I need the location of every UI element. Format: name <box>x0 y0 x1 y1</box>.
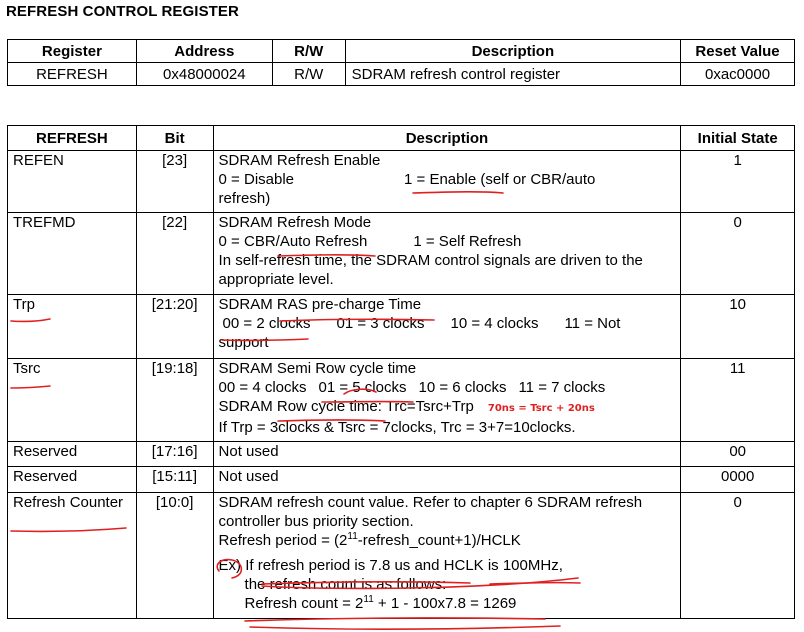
desc-line <box>219 232 677 251</box>
field-description <box>213 151 681 213</box>
desc-line: Ex) If refresh period is 7.8 us and HCLK is 100MHz, <box>218 557 563 574</box>
table-row <box>8 359 795 442</box>
header-field-description: Description <box>213 126 681 151</box>
header-initial-state: Initial State <box>681 126 795 151</box>
desc-line: Not used <box>218 468 279 485</box>
desc-text: Refresh count = 2 <box>244 595 364 612</box>
header-field: REFRESH <box>8 126 137 151</box>
field-description <box>213 295 681 359</box>
desc-line: SDRAM Refresh Mode <box>218 214 372 231</box>
header-bit: Bit <box>136 126 213 151</box>
desc-text: + 1 - 100x7.8 = 1269 <box>373 595 517 612</box>
exponent: 11 <box>347 531 358 542</box>
register-table <box>7 39 795 86</box>
desc-line <box>219 170 677 189</box>
desc-text: 1 = Self Refresh <box>413 233 522 250</box>
desc-line: the refresh count is as follows: <box>244 576 447 593</box>
table-row <box>8 493 795 619</box>
desc-line: In self-refresh time, the SDRAM control signals are driven to the <box>218 252 643 269</box>
register-row <box>8 63 795 86</box>
header-reset-value: Reset Value <box>681 40 795 63</box>
desc-text: 1 = Enable (self or CBR/auto <box>404 171 596 188</box>
desc-text: 0 = CBR/Auto Refresh <box>218 233 368 250</box>
desc-text: 00 = 4 clocks <box>218 379 307 396</box>
desc-line <box>219 378 677 397</box>
exponent: 11 <box>363 594 374 605</box>
register-address: 0x48000024 <box>136 63 272 86</box>
initial-state: 0 <box>681 213 795 295</box>
header-register: Register <box>8 40 137 63</box>
underline-refresh-count-2 <box>250 626 560 629</box>
desc-text: 10 = 6 clocks <box>418 379 507 396</box>
bit-range: [21:20] <box>136 295 213 359</box>
desc-line: SDRAM Refresh Enable <box>218 152 381 169</box>
bit-range: [10:0] <box>136 493 213 619</box>
initial-state: 0 <box>681 493 795 619</box>
initial-state: 1 <box>681 151 795 213</box>
bit-range: [15:11] <box>136 467 213 493</box>
field-description <box>213 213 681 295</box>
desc-text: 11 = 7 clocks <box>518 379 606 396</box>
desc-text: SDRAM Row cycle time: Trc=Tsrc+Trp <box>218 398 474 415</box>
initial-state: 10 <box>681 295 795 359</box>
desc-text: 11 = Not <box>564 315 621 332</box>
register-name: REFRESH <box>8 63 137 86</box>
field-name: TREFMD <box>8 213 137 295</box>
desc-line: controller bus priority section. <box>218 513 414 530</box>
field-name: Reserved <box>8 467 137 493</box>
field-name: Refresh Counter <box>8 493 137 619</box>
desc-text: 10 = 4 clocks <box>450 315 539 332</box>
bit-range: [19:18] <box>136 359 213 442</box>
table-row <box>8 151 795 213</box>
register-rw: R/W <box>272 63 345 86</box>
desc-line: If Trp = 3clocks & Tsrc = 7clocks, Trc = 3+7=10clocks. <box>218 419 576 436</box>
header-rw: R/W <box>272 40 345 63</box>
bit-range: [17:16] <box>136 442 213 467</box>
field-name: Trp <box>8 295 137 359</box>
field-description <box>213 359 681 442</box>
table-row <box>8 213 795 295</box>
desc-text: Refresh period = (2 <box>218 532 348 549</box>
desc-line: SDRAM Semi Row cycle time <box>218 360 417 377</box>
register-description: SDRAM refresh control register <box>345 63 680 86</box>
register-reset-value: 0xac0000 <box>681 63 795 86</box>
desc-line <box>219 531 677 550</box>
header-address: Address <box>136 40 272 63</box>
desc-line <box>219 397 677 418</box>
register-table-header <box>8 40 795 63</box>
desc-line: appropriate level. <box>218 271 334 288</box>
desc-line: SDRAM refresh count value. Refer to chapter 6 SDRAM refresh <box>218 494 643 511</box>
bit-table-header <box>8 126 795 151</box>
desc-line <box>219 314 677 333</box>
desc-line: Not used <box>218 443 279 460</box>
field-description <box>213 467 681 493</box>
bit-range: [22] <box>136 213 213 295</box>
field-description <box>213 442 681 467</box>
handwritten-note: 70ns = Tsrc + 20ns <box>487 403 595 414</box>
bit-range: [23] <box>136 151 213 213</box>
desc-text: 01 = 5 clocks <box>318 379 407 396</box>
page-title: REFRESH CONTROL REGISTER <box>6 3 239 20</box>
bit-field-table <box>7 125 795 619</box>
desc-line: SDRAM RAS pre-charge Time <box>218 296 422 313</box>
desc-text: 0 = Disable <box>218 171 295 188</box>
table-row <box>8 467 795 493</box>
desc-text: 00 = 2 clocks <box>222 315 311 332</box>
initial-state: 0000 <box>681 467 795 493</box>
desc-text: 01 = 3 clocks <box>336 315 425 332</box>
field-description <box>213 493 681 619</box>
header-description: Description <box>345 40 680 63</box>
initial-state: 11 <box>681 359 795 442</box>
initial-state: 00 <box>681 442 795 467</box>
desc-text: -refresh_count+1)/HCLK <box>357 532 521 549</box>
table-row <box>8 442 795 467</box>
desc-line: support <box>218 334 269 351</box>
desc-line <box>219 594 677 613</box>
field-name: REFEN <box>8 151 137 213</box>
desc-line: refresh) <box>218 190 271 207</box>
field-name: Tsrc <box>8 359 137 442</box>
field-name: Reserved <box>8 442 137 467</box>
table-row <box>8 295 795 359</box>
